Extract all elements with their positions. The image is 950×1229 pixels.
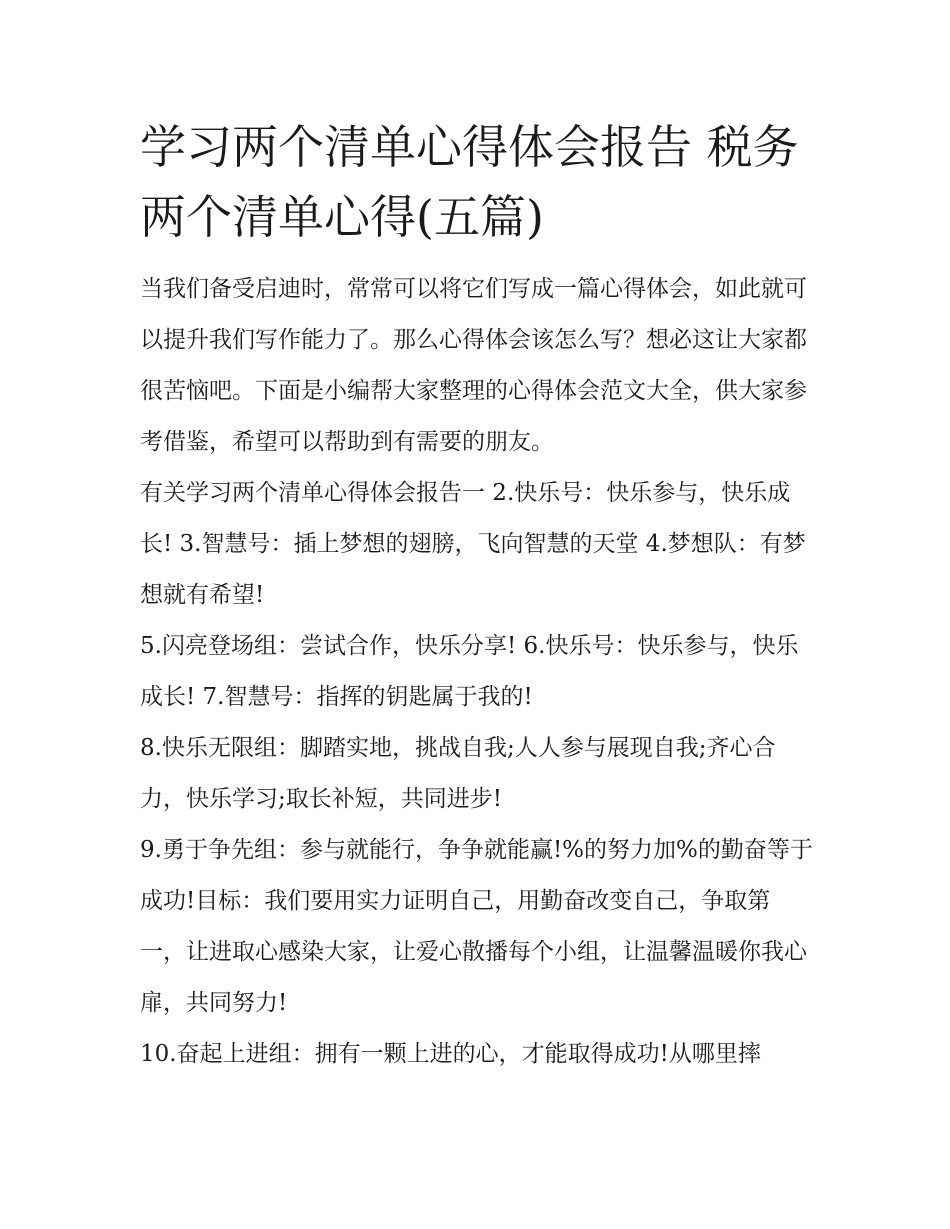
body-paragraph: 10.奋起上进组：拥有一颗上进的心，才能取得成功!从哪里摔 bbox=[140, 1041, 761, 1067]
document-title: 学习两个清单心得体会报告 税务两个清单心得(五篇) bbox=[140, 120, 799, 244]
body-paragraph: 9.勇于争先组：参与就能行，争争就能赢!%的努力加%的勤奋等于成功!目标：我们要用实力证明自己，用勤奋改变自己，争取第一，让进取心感染大家，让爱心散播每个小组，让温馨温暖你我心扉，共同努力! bbox=[140, 837, 813, 1016]
intro-paragraph: 当我们备受启迪时，常常可以将它们写成一篇心得体会，如此就可以提升我们写作能力了。那么心得体会该怎么写？想必这让大家都很苦恼吧。下面是小编帮大家整理的心得体会范文大全，供大家参考借鉴，希望可以帮助到有需要的朋友。 bbox=[140, 276, 807, 455]
body-paragraph: 8.快乐无限组：脚踏实地，挑战自我;人人参与展现自我;齐心合力，快乐学习;取长补短，共同进步! bbox=[140, 735, 776, 812]
body-paragraph: 5.闪亮登场组：尝试合作，快乐分享! 6.快乐号：快乐参与，快乐成长! 7.智慧号：指挥的钥匙属于我的! bbox=[140, 633, 799, 710]
body-paragraph: 有关学习两个清单心得体会报告一 2.快乐号：快乐参与，快乐成长! 3.智慧号：插上梦想的翅膀，飞向智慧的天堂 4.梦想队：有梦想就有希望! bbox=[140, 480, 806, 608]
document-body bbox=[140, 112, 814, 1080]
